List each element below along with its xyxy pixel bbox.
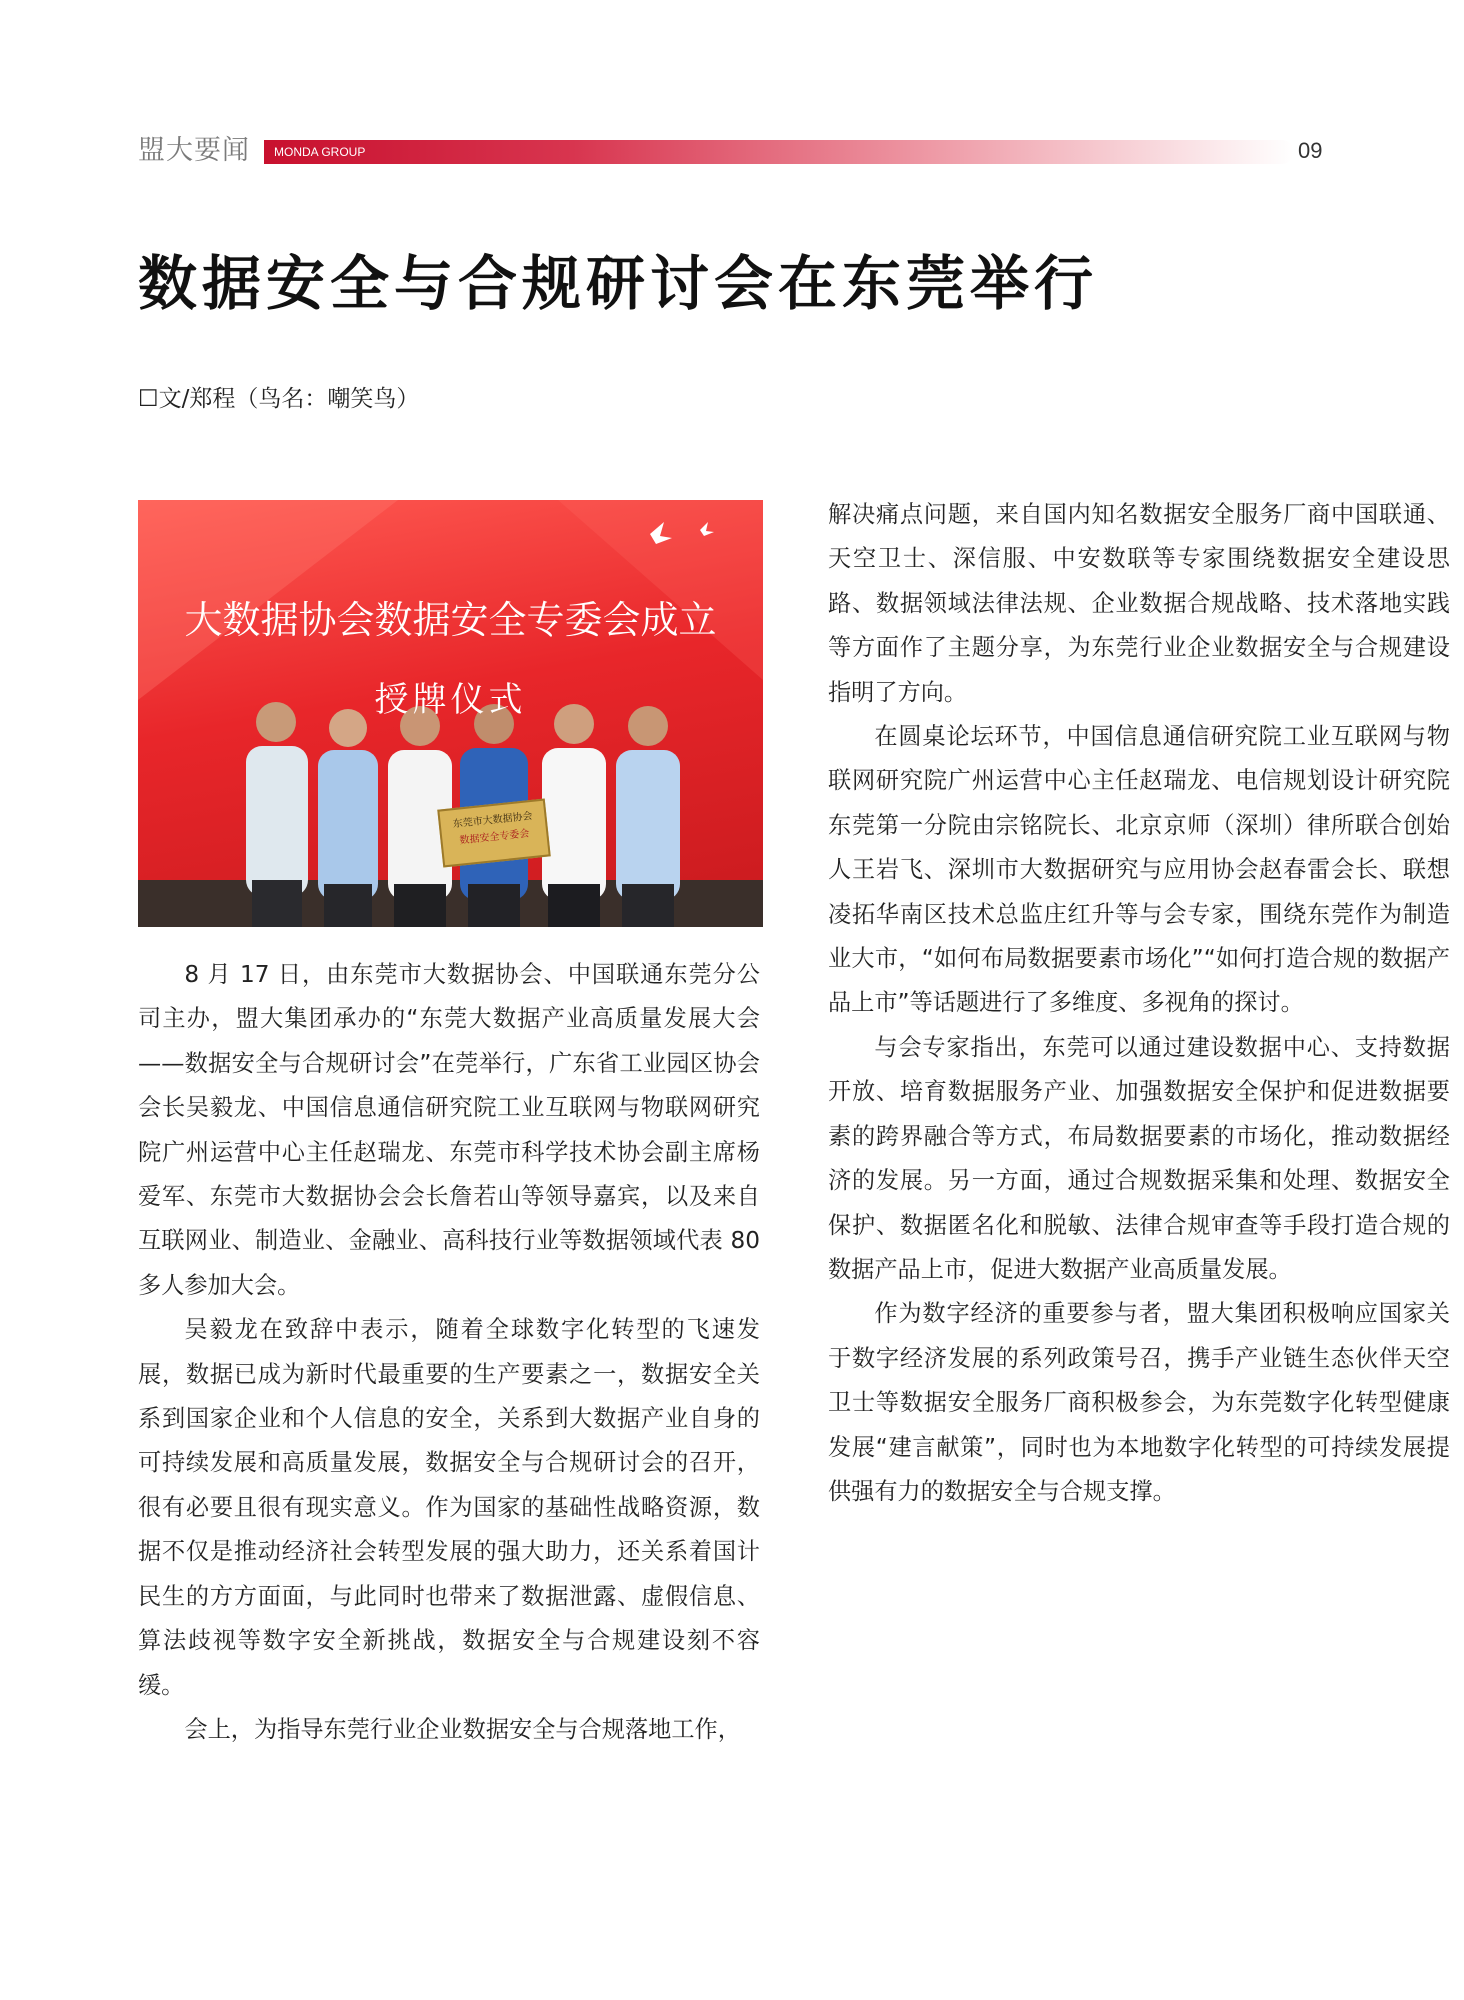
event-photo <box>138 500 763 927</box>
person <box>542 704 606 927</box>
brand-label: MONDA GROUP <box>274 145 366 159</box>
plaque-line-1: 东莞市大数据协会 <box>452 810 534 831</box>
person <box>246 702 308 927</box>
paragraph: 会上，为指导东莞行业企业数据安全与合规落地工作， <box>184 1715 741 1743</box>
paragraph: 与会专家指出，东莞可以通过建设数据中心、支持数据开放、培育数据服务产业、加强数据安全保护和促进数据要素的跨界融合等方式，布局数据要素的市场化，推动数据经济的发展。另一方面，通过合规数据采集和处理、数据安全保护、数据匿名化和脱敏、法律合规审查等手段打造合规的数据产品上市，促进大数据产业高质量发展。 <box>828 1033 1450 1283</box>
article-title: 数据安全与合规研讨会在东莞举行 <box>138 249 1099 318</box>
paragraph: 解决痛点问题，来自国内知名数据安全服务厂商中国联通、天空卫士、深信服、中安数联等专家围绕数据安全建设思路、数据领域法律法规、企业数据合规战略、技术落地实践等方面作了主题分享，为东莞行业企业数据安全与合规建设指明了方向。 <box>828 501 1450 706</box>
paragraph: 吴毅龙在致辞中表示，随着全球数字化转型的飞速发展，数据已成为新时代最重要的生产要素之一，数据安全关系到国家企业和个人信息的安全，关系到大数据产业自身的可持续发展和高质量发展，数据安全与合规研讨会的召开，很有必要且很有现实意义。作为国家的基础性战略资源，数据不仅是推动经济社会转型发展的强大助力，还关系着国计民生的方方面面，与此同时也带来了数据泄露、虚假信息、算法歧视等数字安全新挑战，数据安全与合规建设刻不容缓。 <box>138 1316 760 1699</box>
award-plaque <box>437 799 550 868</box>
header-gradient-bar <box>264 140 1294 164</box>
paragraph: 作为数字经济的重要参与者，盟大集团积极响应国家关于数字经济发展的系列政策号召，携手产业链生态伙伴天空卫士等数据安全服务厂商积极参会，为东莞数字化转型健康发展“建言献策”，同时也为本地数字化转型的可持续发展提供强有力的数据安全与合规支撑。 <box>828 1300 1450 1505</box>
paragraph: 8 月 17 日，由东莞市大数据协会、中国联通东莞分公司主办，盟大集团承办的“东莞大数据产业高质量发展大会——数据安全与合规研讨会”在莞举行，广东省工业园区协会会长吴毅龙、中国信息通信研究院工业互联网与物联网研究院广州运营中心主任赵瑞龙、东莞市科学技术协会副主席杨爱军、东莞市大数据协会会长詹若山等领导嘉宾，以及来自互联网业、制造业、金融业、高科技行业等数据领域代表 80 多人参加大会。 <box>138 961 760 1299</box>
banner-headline: 大数据协会数据安全专委会成立 <box>184 598 717 642</box>
article-byline: ☐文/郑程（鸟名：嘲笑鸟） <box>138 386 420 412</box>
banner-subtitle: 授牌仪式 <box>374 680 527 720</box>
paragraph: 在圆桌论坛环节，中国信息通信研究院工业互联网与物联网研究院广州运营中心主任赵瑞龙、电信规划设计研究院东莞第一分院由宗铭院长、北京京师（深圳）律所联合创始人王岩飞、深圳市大数据研究与应用协会赵春雷会长、联想凌拓华南区技术总监庄红升等与会专家，围绕东莞作为制造业大市，“如何布局数据要素市场化”“如何打造合规的数据产品上市”等话题进行了多维度、多视角的探讨。 <box>828 723 1450 1017</box>
left-column <box>138 953 760 1752</box>
person <box>318 709 378 927</box>
page-number: 09 <box>1298 138 1323 163</box>
section-name: 盟大要闻 <box>138 135 250 166</box>
plaque-line-2: 数据安全专委会 <box>459 828 530 847</box>
person <box>616 706 680 927</box>
right-column <box>828 493 1450 1514</box>
